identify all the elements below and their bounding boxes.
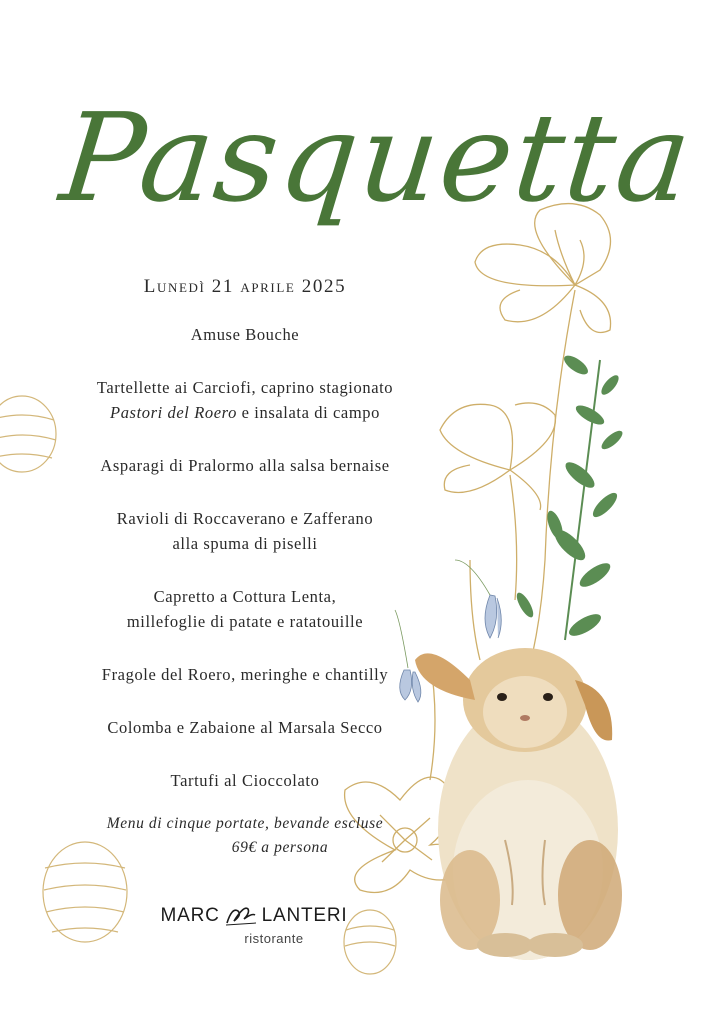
poppy-middle <box>440 403 555 510</box>
restaurant-logo <box>160 903 348 955</box>
menu-item-text: Asparagi di Pralormo alla salsa bernaise <box>100 456 390 475</box>
logo-wordmark <box>160 903 348 929</box>
menu-item-text: Capretto a Cottura Lenta, <box>153 587 337 606</box>
menu-item-text: Ravioli di Roccaverano e Zafferano <box>116 509 374 528</box>
menu-item-text: Tartellette ai Carciofi, caprino stagionato <box>96 378 394 397</box>
price-amount: 69€ a persona <box>231 839 329 856</box>
menu-item-dessert <box>40 662 450 687</box>
signature-icon <box>224 903 258 929</box>
logo-left-text: MARC <box>160 905 220 926</box>
menu-list <box>40 322 450 821</box>
menu-item-text-secondary <box>40 400 450 425</box>
menu-item-text: Amuse Bouche <box>190 325 300 344</box>
green-vine <box>514 352 626 640</box>
price-description: Menu di cinque portate, bevande escluse <box>106 815 384 832</box>
menu-item-main <box>40 584 450 634</box>
menu-item-text: e insalata di campo <box>236 403 380 422</box>
logo-subtitle: ristorante <box>244 931 304 946</box>
page-title: Pasquetta <box>54 87 700 229</box>
menu-item-truffles <box>40 768 450 793</box>
event-date: Lunedì 21 aprile 2025 <box>143 276 347 297</box>
menu-item-asparagus <box>40 453 450 478</box>
cheese-name: Pastori del Roero <box>110 403 237 422</box>
menu-item-amuse <box>40 322 450 347</box>
menu-item-text: millefoglie di patate e ratatouille <box>126 612 364 631</box>
menu-item-ravioli <box>40 506 450 556</box>
menu-item-colomba <box>40 715 450 740</box>
menu-item-starter <box>40 375 450 425</box>
menu-item-text: Colomba e Zabaione al Marsala Secco <box>107 718 383 737</box>
menu-item-text: Tartufi al Cioccolato <box>170 771 320 790</box>
price-note <box>40 812 450 860</box>
menu-item-text: Fragole del Roero, meringhe e chantilly <box>101 665 389 684</box>
menu-item-text: alla spuma di piselli <box>172 534 318 553</box>
logo-right-text: LANTERI <box>261 905 348 926</box>
